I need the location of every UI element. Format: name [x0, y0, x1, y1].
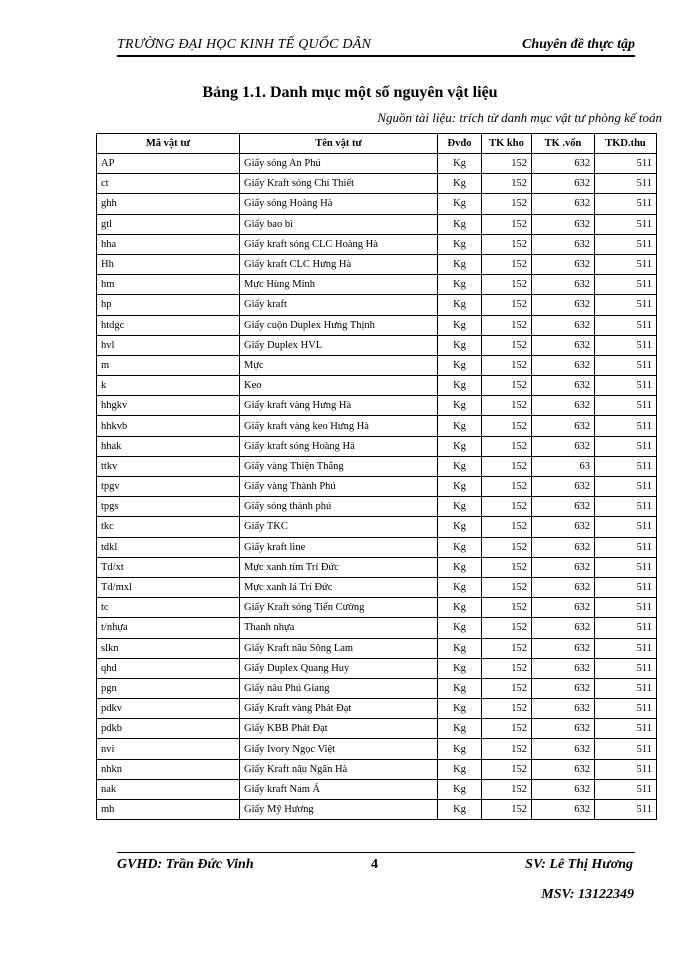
cell-unit: Kg [438, 194, 482, 214]
table-row [97, 699, 657, 719]
table-row [97, 436, 657, 456]
cell-unit: Kg [438, 739, 482, 759]
table-row [97, 355, 657, 375]
table-row [97, 779, 657, 799]
cell-cost-account: 632 [532, 477, 595, 497]
table-row [97, 456, 657, 476]
cell-name: Giấy KBB Phát Đạt [240, 719, 438, 739]
cell-name: Giấy kraft [240, 295, 438, 315]
cell-name: Giấy kraft line [240, 537, 438, 557]
cell-revenue-account: 511 [595, 436, 657, 456]
cell-code: k [97, 376, 240, 396]
cell-cost-account: 632 [532, 275, 595, 295]
cell-inventory-account: 152 [482, 436, 532, 456]
table-row [97, 174, 657, 194]
document-type: Chuyên đề thực tập [521, 37, 635, 52]
table-row [97, 477, 657, 497]
page-footer [117, 857, 635, 877]
cell-unit: Kg [438, 174, 482, 194]
column-header-code: Mã vật tư [97, 134, 240, 154]
cell-cost-account: 632 [532, 497, 595, 517]
cell-unit: Kg [438, 577, 482, 597]
table-source-note: Nguồn tài liệu: trích từ danh mục vật tư phòng kế toán [377, 110, 662, 125]
cell-cost-account: 632 [532, 719, 595, 739]
cell-revenue-account: 511 [595, 154, 657, 174]
cell-code: Td/mxl [97, 577, 240, 597]
cell-name: Mực [240, 355, 438, 375]
cell-revenue-account: 511 [595, 618, 657, 638]
cell-revenue-account: 511 [595, 557, 657, 577]
cell-unit: Kg [438, 254, 482, 274]
cell-code: nvi [97, 739, 240, 759]
cell-unit: Kg [438, 315, 482, 335]
page-header [117, 37, 635, 57]
cell-name: Giấy nâu Phú Giang [240, 678, 438, 698]
cell-code: hm [97, 275, 240, 295]
cell-name: Giấy Kraft vàng Phát Đạt [240, 699, 438, 719]
cell-unit: Kg [438, 638, 482, 658]
table-row [97, 214, 657, 234]
table-row [97, 598, 657, 618]
cell-cost-account: 63 [532, 456, 595, 476]
cell-unit: Kg [438, 537, 482, 557]
cell-cost-account: 632 [532, 800, 595, 820]
cell-inventory-account: 152 [482, 517, 532, 537]
cell-code: ttkv [97, 456, 240, 476]
cell-unit: Kg [438, 335, 482, 355]
cell-code: Hh [97, 254, 240, 274]
table-body [97, 154, 657, 820]
cell-revenue-account: 511 [595, 376, 657, 396]
cell-revenue-account: 511 [595, 517, 657, 537]
cell-inventory-account: 152 [482, 335, 532, 355]
cell-unit: Kg [438, 436, 482, 456]
cell-code: htdgc [97, 315, 240, 335]
cell-name: Giấy bao bì [240, 214, 438, 234]
cell-inventory-account: 152 [482, 396, 532, 416]
cell-cost-account: 632 [532, 577, 595, 597]
cell-inventory-account: 152 [482, 376, 532, 396]
cell-revenue-account: 511 [595, 699, 657, 719]
cell-unit: Kg [438, 396, 482, 416]
cell-code: hhgkv [97, 396, 240, 416]
table-row [97, 537, 657, 557]
cell-code: nak [97, 779, 240, 799]
cell-name: Keo [240, 376, 438, 396]
table-row [97, 658, 657, 678]
cell-revenue-account: 511 [595, 759, 657, 779]
cell-name: Giấy vàng Thiện Thắng [240, 456, 438, 476]
cell-code: hp [97, 295, 240, 315]
cell-unit: Kg [438, 275, 482, 295]
cell-revenue-account: 511 [595, 234, 657, 254]
cell-revenue-account: 511 [595, 416, 657, 436]
cell-cost-account: 632 [532, 376, 595, 396]
cell-inventory-account: 152 [482, 477, 532, 497]
cell-cost-account: 632 [532, 517, 595, 537]
cell-name: Giấy cuộn Duplex Hưng Thịnh [240, 315, 438, 335]
cell-inventory-account: 152 [482, 456, 532, 476]
cell-unit: Kg [438, 658, 482, 678]
cell-unit: Kg [438, 234, 482, 254]
column-header-unit: Đvđo [438, 134, 482, 154]
cell-revenue-account: 511 [595, 658, 657, 678]
table-row [97, 739, 657, 759]
cell-name: Giấy Kraft sóng Tiến Cường [240, 598, 438, 618]
cell-name: Giấy sóng thành phú [240, 497, 438, 517]
cell-cost-account: 632 [532, 678, 595, 698]
table-row [97, 638, 657, 658]
table-row [97, 154, 657, 174]
cell-cost-account: 632 [532, 154, 595, 174]
table-row [97, 577, 657, 597]
student-name: SV: Lê Thị Hương [525, 857, 633, 872]
cell-cost-account: 632 [532, 638, 595, 658]
cell-cost-account: 632 [532, 739, 595, 759]
cell-revenue-account: 511 [595, 456, 657, 476]
cell-unit: Kg [438, 214, 482, 234]
cell-code: tkc [97, 517, 240, 537]
cell-inventory-account: 152 [482, 557, 532, 577]
cell-name: Giấy Ivory Ngọc Việt [240, 739, 438, 759]
cell-inventory-account: 152 [482, 254, 532, 274]
page-number: 4 [371, 857, 378, 872]
table-row [97, 416, 657, 436]
cell-cost-account: 632 [532, 396, 595, 416]
cell-revenue-account: 511 [595, 800, 657, 820]
column-header-revenue-account: TKD.thu [595, 134, 657, 154]
cell-revenue-account: 511 [595, 396, 657, 416]
cell-cost-account: 632 [532, 295, 595, 315]
cell-code: mh [97, 800, 240, 820]
cell-cost-account: 632 [532, 315, 595, 335]
cell-unit: Kg [438, 355, 482, 375]
cell-code: ghh [97, 194, 240, 214]
cell-unit: Kg [438, 416, 482, 436]
cell-code: hhkvb [97, 416, 240, 436]
cell-cost-account: 632 [532, 194, 595, 214]
cell-inventory-account: 152 [482, 416, 532, 436]
cell-inventory-account: 152 [482, 800, 532, 820]
cell-inventory-account: 152 [482, 598, 532, 618]
cell-inventory-account: 152 [482, 295, 532, 315]
cell-name: Giấy kraft vàng keo Hưng Hà [240, 416, 438, 436]
cell-name: Mực xanh tím Trí Đức [240, 557, 438, 577]
table-row [97, 234, 657, 254]
cell-revenue-account: 511 [595, 719, 657, 739]
cell-inventory-account: 152 [482, 497, 532, 517]
cell-revenue-account: 511 [595, 779, 657, 799]
cell-cost-account: 632 [532, 254, 595, 274]
cell-name: Giấy Mỹ Hương [240, 800, 438, 820]
cell-revenue-account: 511 [595, 295, 657, 315]
cell-name: Thanh nhựa [240, 618, 438, 638]
cell-code: Td/xt [97, 557, 240, 577]
cell-inventory-account: 152 [482, 355, 532, 375]
cell-name: Giấy Kraft nâu Sông Lam [240, 638, 438, 658]
cell-cost-account: 632 [532, 214, 595, 234]
cell-cost-account: 632 [532, 699, 595, 719]
cell-revenue-account: 511 [595, 598, 657, 618]
cell-cost-account: 632 [532, 598, 595, 618]
column-header-inventory-account: TK kho [482, 134, 532, 154]
column-header-name: Tên vật tư [240, 134, 438, 154]
cell-revenue-account: 511 [595, 678, 657, 698]
cell-cost-account: 632 [532, 779, 595, 799]
cell-cost-account: 632 [532, 557, 595, 577]
cell-code: tc [97, 598, 240, 618]
cell-inventory-account: 152 [482, 739, 532, 759]
table-row [97, 376, 657, 396]
table-row [97, 194, 657, 214]
cell-name: Giấy kraft sóng Hoàng Hà [240, 436, 438, 456]
cell-unit: Kg [438, 699, 482, 719]
cell-inventory-account: 152 [482, 638, 532, 658]
table-row [97, 275, 657, 295]
cell-inventory-account: 152 [482, 577, 532, 597]
cell-cost-account: 632 [532, 658, 595, 678]
cell-unit: Kg [438, 477, 482, 497]
cell-code: tpgs [97, 497, 240, 517]
table-row [97, 396, 657, 416]
advisor-name: GVHD: Trần Đức Vinh [117, 857, 254, 872]
cell-revenue-account: 511 [595, 477, 657, 497]
cell-unit: Kg [438, 456, 482, 476]
cell-cost-account: 632 [532, 174, 595, 194]
cell-inventory-account: 152 [482, 678, 532, 698]
cell-cost-account: 632 [532, 355, 595, 375]
cell-unit: Kg [438, 154, 482, 174]
cell-revenue-account: 511 [595, 537, 657, 557]
cell-inventory-account: 152 [482, 699, 532, 719]
table-row [97, 497, 657, 517]
cell-revenue-account: 511 [595, 497, 657, 517]
cell-cost-account: 632 [532, 436, 595, 456]
table-row [97, 315, 657, 335]
cell-unit: Kg [438, 719, 482, 739]
cell-code: hvl [97, 335, 240, 355]
cell-inventory-account: 152 [482, 618, 532, 638]
cell-name: Mực Hùng Minh [240, 275, 438, 295]
cell-unit: Kg [438, 497, 482, 517]
cell-revenue-account: 511 [595, 254, 657, 274]
cell-cost-account: 632 [532, 759, 595, 779]
cell-name: Giấy Kraft nâu Ngân Hà [240, 759, 438, 779]
cell-inventory-account: 152 [482, 719, 532, 739]
cell-code: pdkv [97, 699, 240, 719]
cell-inventory-account: 152 [482, 275, 532, 295]
cell-code: hha [97, 234, 240, 254]
cell-name: Giấy sóng Hoàng Hà [240, 194, 438, 214]
cell-code: m [97, 355, 240, 375]
table-row [97, 618, 657, 638]
cell-code: AP [97, 154, 240, 174]
cell-revenue-account: 511 [595, 577, 657, 597]
cell-cost-account: 632 [532, 335, 595, 355]
cell-unit: Kg [438, 618, 482, 638]
cell-unit: Kg [438, 598, 482, 618]
cell-revenue-account: 511 [595, 275, 657, 295]
cell-code: qhd [97, 658, 240, 678]
cell-inventory-account: 152 [482, 214, 532, 234]
cell-inventory-account: 152 [482, 154, 532, 174]
cell-code: slkn [97, 638, 240, 658]
table-row [97, 254, 657, 274]
cell-inventory-account: 152 [482, 759, 532, 779]
cell-code: gtl [97, 214, 240, 234]
cell-cost-account: 632 [532, 537, 595, 557]
materials-table [96, 133, 657, 820]
cell-code: tpgv [97, 477, 240, 497]
cell-inventory-account: 152 [482, 194, 532, 214]
cell-revenue-account: 511 [595, 739, 657, 759]
cell-revenue-account: 511 [595, 174, 657, 194]
cell-inventory-account: 152 [482, 234, 532, 254]
cell-revenue-account: 511 [595, 355, 657, 375]
table-row [97, 678, 657, 698]
cell-revenue-account: 511 [595, 194, 657, 214]
cell-inventory-account: 152 [482, 779, 532, 799]
cell-code: pdkb [97, 719, 240, 739]
table-header-row [97, 134, 657, 154]
cell-name: Giấy kraft sóng CLC Hoàng Hà [240, 234, 438, 254]
cell-name: Giấy kraft Nam Á [240, 779, 438, 799]
cell-unit: Kg [438, 759, 482, 779]
cell-code: pgn [97, 678, 240, 698]
cell-name: Giấy sóng An Phú [240, 154, 438, 174]
cell-unit: Kg [438, 295, 482, 315]
table-row [97, 295, 657, 315]
cell-revenue-account: 511 [595, 335, 657, 355]
cell-name: Giấy TKC [240, 517, 438, 537]
cell-name: Giấy vàng Thành Phú [240, 477, 438, 497]
table-title: Bảng 1.1. Danh mục một số nguyên vật liệu [202, 84, 498, 101]
cell-code: tdkl [97, 537, 240, 557]
cell-revenue-account: 511 [595, 638, 657, 658]
cell-unit: Kg [438, 779, 482, 799]
cell-name: Giấy Duplex Quang Huy [240, 658, 438, 678]
cell-unit: Kg [438, 800, 482, 820]
cell-inventory-account: 152 [482, 315, 532, 335]
table-row [97, 335, 657, 355]
table-row [97, 800, 657, 820]
cell-unit: Kg [438, 557, 482, 577]
cell-name: Giấy kraft CLC Hưng Hà [240, 254, 438, 274]
cell-code: hhak [97, 436, 240, 456]
student-id: MSV: 13122349 [541, 887, 634, 902]
cell-revenue-account: 511 [595, 214, 657, 234]
cell-inventory-account: 152 [482, 658, 532, 678]
cell-unit: Kg [438, 678, 482, 698]
cell-cost-account: 632 [532, 234, 595, 254]
cell-cost-account: 632 [532, 416, 595, 436]
cell-name: Mực xanh lá Trí Đức [240, 577, 438, 597]
cell-code: ct [97, 174, 240, 194]
table-row [97, 557, 657, 577]
cell-inventory-account: 152 [482, 174, 532, 194]
cell-inventory-account: 152 [482, 537, 532, 557]
table-row [97, 759, 657, 779]
cell-code: t/nhựa [97, 618, 240, 638]
table-row [97, 517, 657, 537]
cell-revenue-account: 511 [595, 315, 657, 335]
cell-cost-account: 632 [532, 618, 595, 638]
footer-divider [117, 852, 635, 853]
cell-name: Giấy Duplex HVL [240, 335, 438, 355]
cell-code: nhkn [97, 759, 240, 779]
cell-name: Giấy kraft vàng Hưng Hà [240, 396, 438, 416]
table-row [97, 719, 657, 739]
cell-name: Giấy Kraft sóng Chí Thiết [240, 174, 438, 194]
column-header-cost-account: TK .vốn [532, 134, 595, 154]
school-name: TRƯỜNG ĐẠI HỌC KINH TẾ QUỐC DÂN [117, 37, 371, 52]
cell-unit: Kg [438, 517, 482, 537]
cell-unit: Kg [438, 376, 482, 396]
